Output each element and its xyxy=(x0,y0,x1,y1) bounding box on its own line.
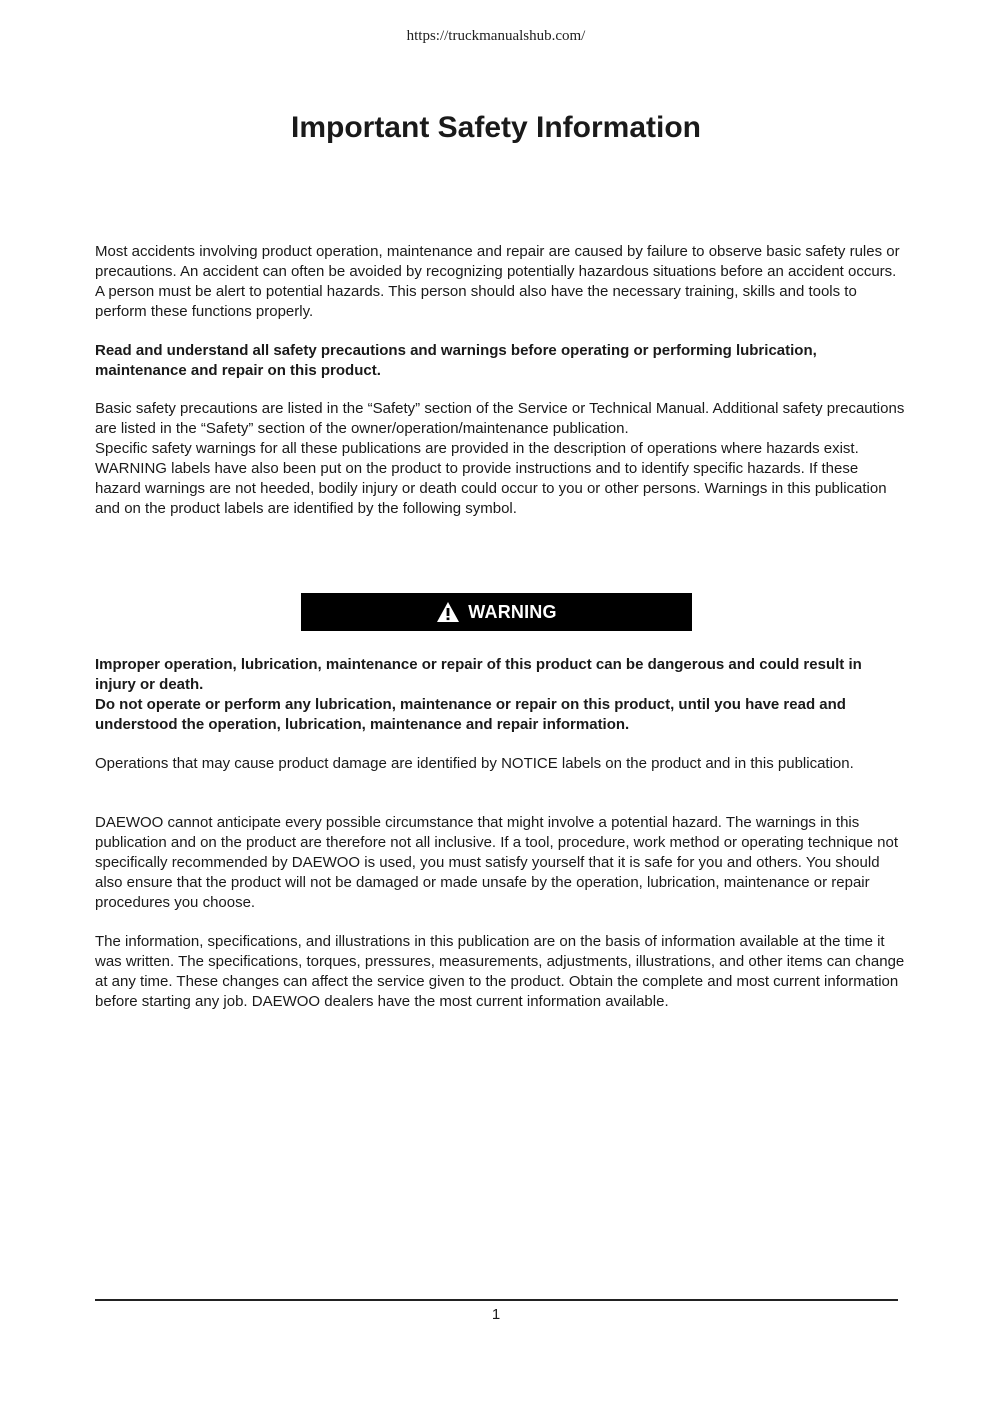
warning-label: WARNING xyxy=(468,601,557,622)
warning-banner xyxy=(301,593,692,631)
do-not-operate-paragraph: Do not operate or perform any lubrication, maintenance or repair on this product, until you have read and understood the operation, lubrication, maintenance and repair information. xyxy=(95,696,846,733)
footer-divider xyxy=(95,1299,898,1301)
information-block xyxy=(95,932,905,1012)
page-number: 1 xyxy=(491,1306,501,1323)
basic-precautions-paragraph: Basic safety precautions are listed in the “Safety” section of the Service or Technical Manual. Additional safety precautions are listed in the “Safety” section of the owner/operation/maintenance publication. xyxy=(95,400,905,437)
read-warning-block xyxy=(95,341,905,381)
improper-operation-paragraph: Improper operation, lubrication, maintenance or repair of this product can be dangerous and could result in injury or death. xyxy=(95,656,862,693)
basic-precautions-block xyxy=(95,399,905,519)
improper-operation-block xyxy=(95,655,905,735)
daewoo-disclaimer-paragraph: DAEWOO cannot anticipate every possible circumstance that might involve a potential hazard. The warnings in this publication and on the product are therefore not all inclusive. If a tool, procedure, work method or operating technique not specifically recommended by DAEWOO is used, you must satisfy yourself that it is safe for you and others. You should also ensure that the product will not be damaged or made unsafe by the operation, lubrication, maintenance or repair procedures you choose. xyxy=(95,814,898,911)
notice-paragraph: Operations that may cause product damage are identified by NOTICE labels on the product and in this publication. xyxy=(95,755,854,772)
source-url: https://truckmanualshub.com/ xyxy=(406,28,586,44)
read-warning-paragraph: Read and understand all safety precautions and warnings before operating or performing lubrication, maintenance and repair on this product. xyxy=(95,342,817,379)
specific-warnings-paragraph: Specific safety warnings for all these publications are provided in the description of operations where hazards exist. WARNING labels have also been put on the product to provide instructions and to identify specific hazards. If these hazard warnings are not heeded, bodily injury or death could occur to you or other persons. Warnings in this publication and on the product labels are identified by the following symbol. xyxy=(95,440,887,517)
daewoo-disclaimer-block xyxy=(95,813,905,913)
intro-paragraph-block xyxy=(95,242,905,322)
warning-triangle-icon xyxy=(436,601,460,623)
notice-block xyxy=(95,754,905,774)
information-paragraph: The information, specifications, and illustrations in this publication are on the basis of information available at the time it was written. The specifications, torques, pressures, measurements, adjustments, illustrations, and other items can change at any time. These changes can affect the service given to the product. Obtain the complete and most current information before starting any job. DAEWOO dealers have the most current information available. xyxy=(95,933,905,1010)
intro-paragraph: Most accidents involving product operation, maintenance and repair are caused by failure to observe basic safety rules or precautions. An accident can often be avoided by recognizing potentially hazardous situations before an accident occurs. A person must be alert to potential hazards. This person should also have the necessary training, skills and tools to perform these functions properly. xyxy=(95,243,900,320)
page-title: Important Safety Information xyxy=(290,111,702,144)
